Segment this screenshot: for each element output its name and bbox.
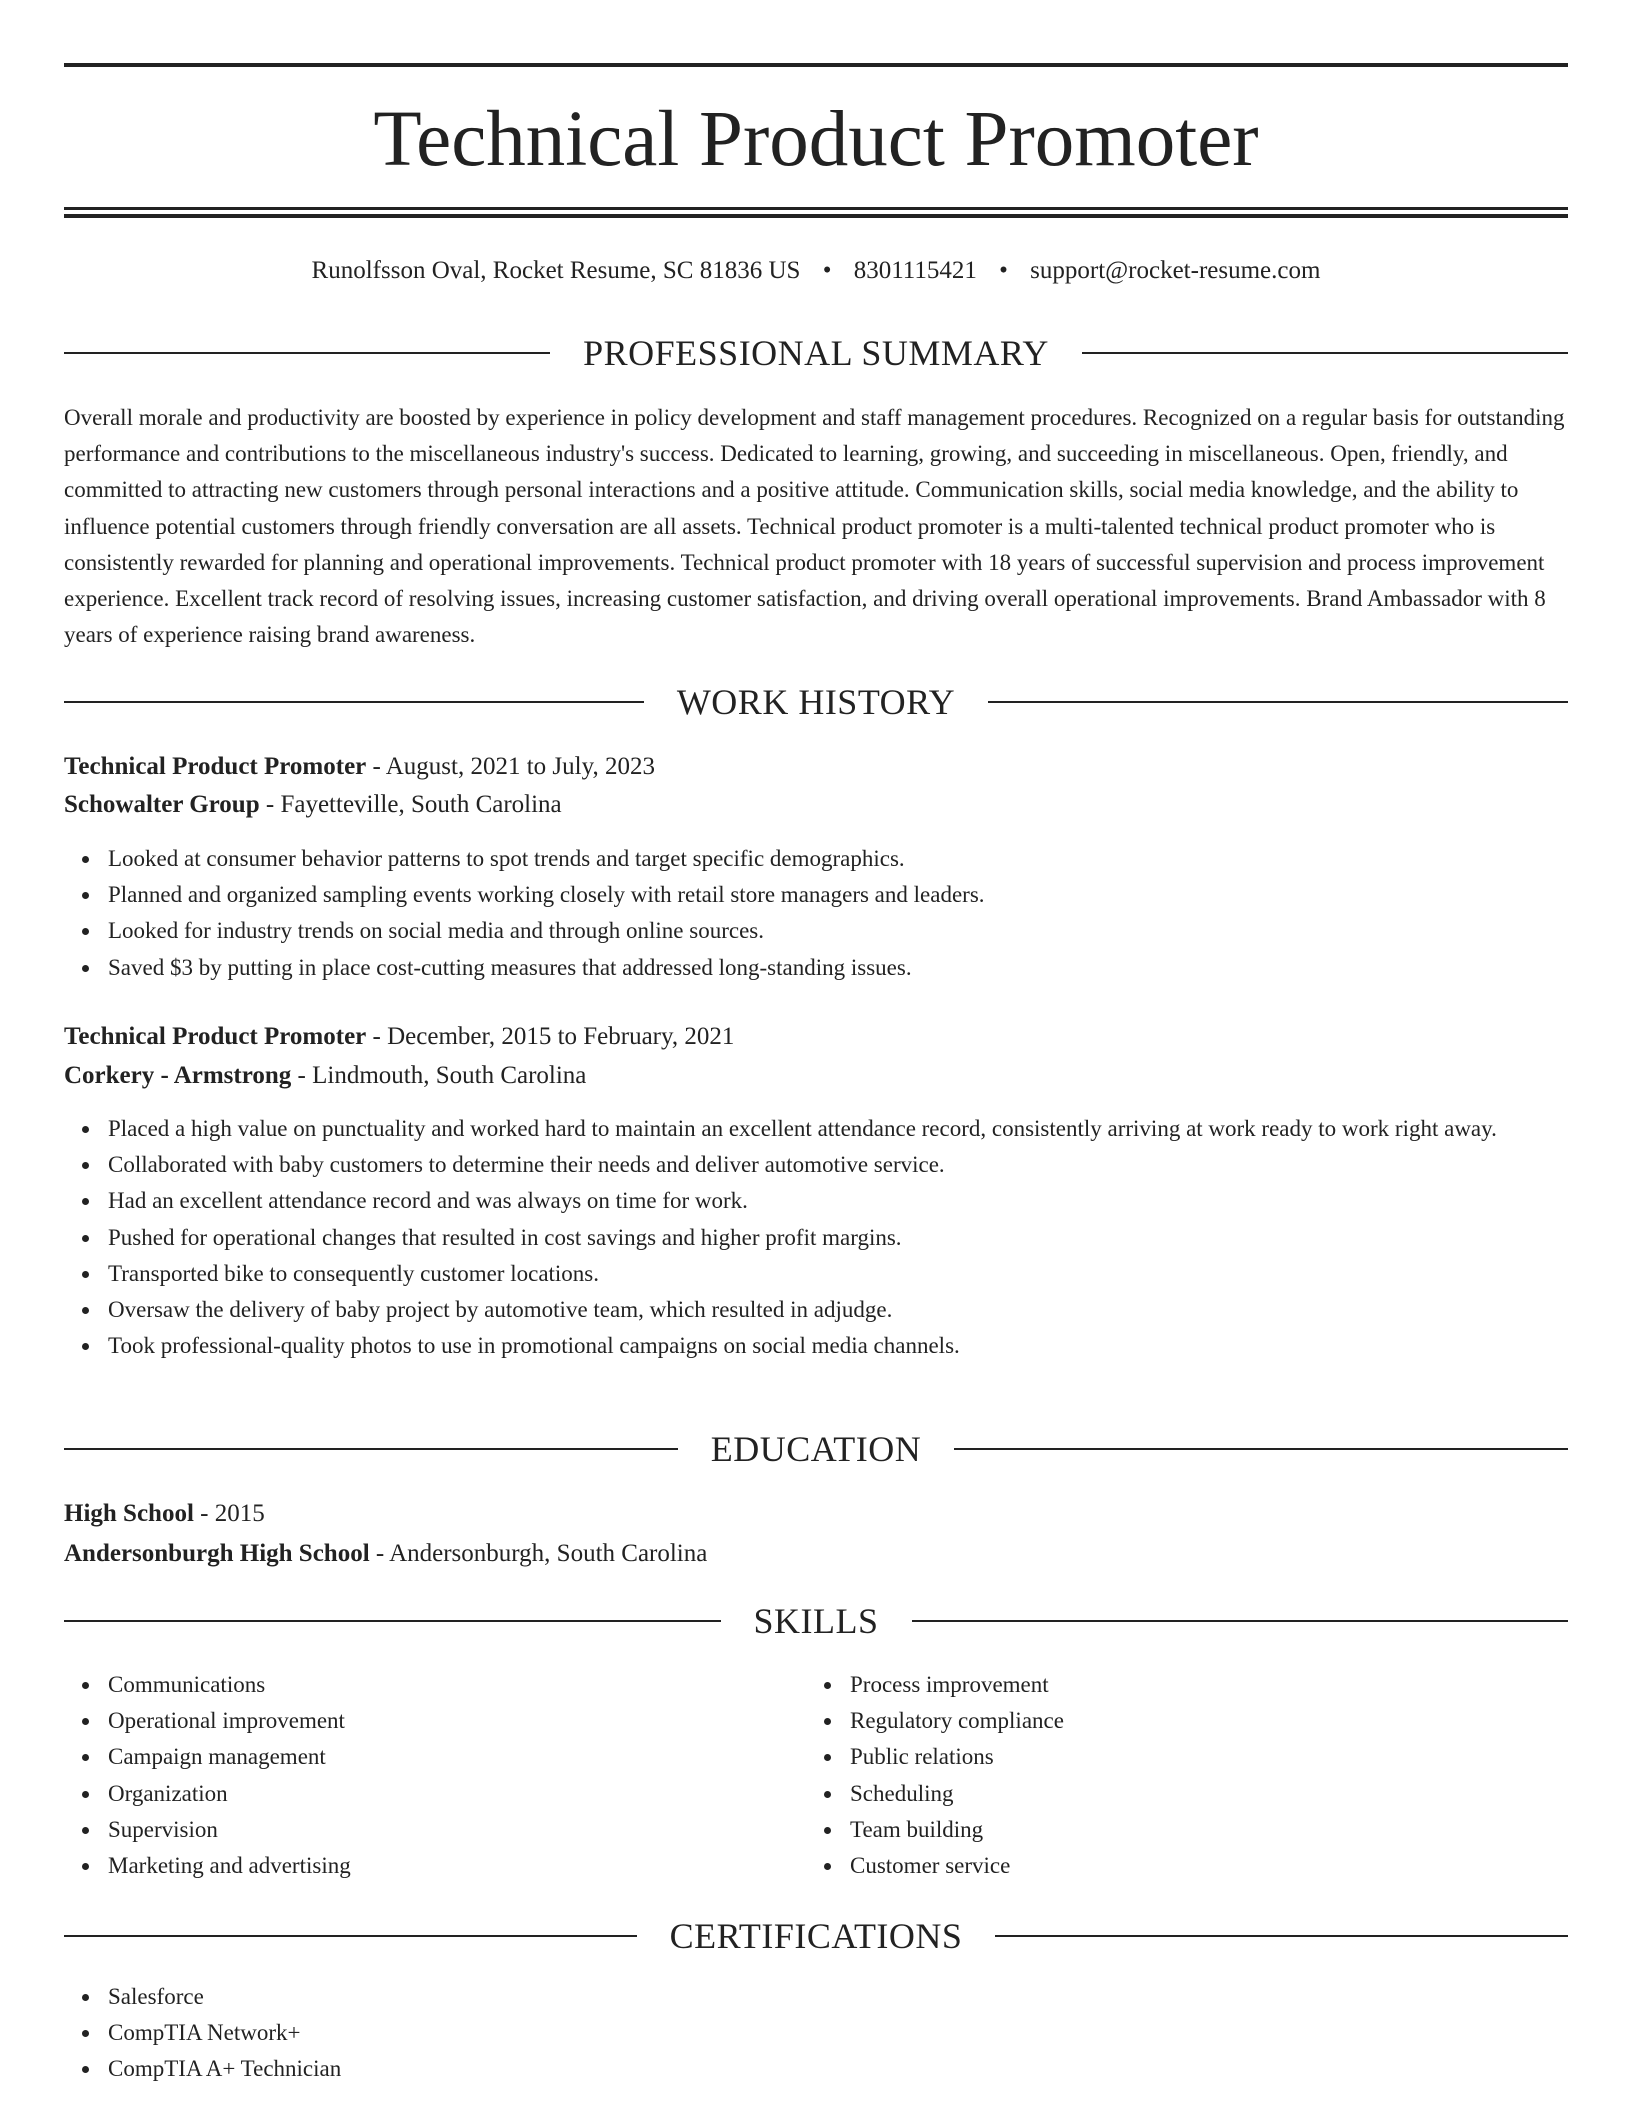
job-title-line: [64, 749, 655, 785]
skill-item: Operational improvement: [108, 1703, 1568, 1739]
education-year: - 2015: [193, 1500, 265, 1527]
skill-item: Organization: [108, 1776, 1568, 1812]
list-item: Transported bike to consequently customer locations.: [108, 1256, 1568, 1292]
skill-item: Communications: [108, 1667, 1568, 1703]
list-item: Oversaw the delivery of baby project by automotive team, which resulted in adjudge.: [108, 1292, 1568, 1328]
job-title-line: [64, 1019, 734, 1055]
contact-line: [64, 254, 1568, 288]
heading-rule: [64, 701, 644, 703]
skills-list-right: [806, 1667, 1632, 1884]
job-company: Schowalter Group: [64, 791, 260, 818]
job-company-line: [64, 787, 562, 823]
heading-rule: [988, 701, 1568, 703]
section-heading-work-history: [64, 680, 1568, 724]
contact-separator: •: [999, 257, 1008, 284]
job-bullets: [64, 841, 1568, 986]
section-title: SKILLS: [753, 1601, 879, 1641]
heading-rule: [995, 1935, 1568, 1937]
skill-item: Supervision: [108, 1812, 1568, 1848]
heading-rule: [1082, 352, 1568, 354]
job-location: - Lindmouth, South Carolina: [291, 1062, 587, 1089]
skill-item: Process improvement: [850, 1667, 1632, 1703]
section-title: EDUCATION: [710, 1429, 922, 1469]
contact-address: Runolfsson Oval, Rocket Resume, SC 81836 US: [311, 257, 801, 284]
certification-item: Salesforce: [108, 1979, 1568, 2015]
education-school-line: [64, 1536, 707, 1572]
job-bullets: [64, 1111, 1568, 1364]
list-item: Planned and organized sampling events working closely with retail store managers and leaders.: [108, 877, 1568, 913]
education-school: Andersonburgh High School: [64, 1540, 370, 1567]
list-item: Looked for industry trends on social media and through online sources.: [108, 913, 1568, 949]
job-dates: - December, 2015 to February, 2021: [366, 1023, 735, 1050]
section-title: PROFESSIONAL SUMMARY: [583, 333, 1049, 373]
section-title: CERTIFICATIONS: [669, 1916, 963, 1956]
skill-item: Regulatory compliance: [850, 1703, 1632, 1739]
contact-phone: 8301115421: [853, 257, 977, 284]
list-item: Pushed for operational changes that resulted in cost savings and higher profit margins.: [108, 1220, 1568, 1256]
heading-rule: [64, 1620, 721, 1622]
heading-rule: [64, 352, 550, 354]
section-heading-education: [64, 1427, 1568, 1471]
skill-item: Public relations: [850, 1739, 1632, 1775]
job-title: Technical Product Promoter: [64, 1023, 367, 1050]
heading-rule: [954, 1448, 1568, 1450]
education-degree: High School: [64, 1500, 194, 1527]
skill-item: Scheduling: [850, 1776, 1632, 1812]
list-item: Saved $3 by putting in place cost-cutting measures that addressed long-standing issues.: [108, 950, 1568, 986]
contact-separator: •: [822, 257, 832, 284]
header-double-rule: [64, 207, 1568, 218]
skill-item: Marketing and advertising: [108, 1848, 1568, 1884]
job-company: Corkery - Armstrong: [64, 1062, 292, 1089]
job-dates: - August, 2021 to July, 2023: [366, 753, 655, 780]
section-heading-certifications: [64, 1914, 1568, 1958]
education-location: - Andersonburgh, South Carolina: [369, 1540, 708, 1567]
job-location: - Fayetteville, South Carolina: [259, 791, 562, 818]
list-item: Took professional-quality photos to use in promotional campaigns on social media channels.: [108, 1328, 1568, 1364]
top-rule: [64, 63, 1568, 67]
list-item: Placed a high value on punctuality and worked hard to maintain an excellent attendance record, consistently arriving at work ready to work right away.: [108, 1111, 1568, 1147]
skill-item: Campaign management: [108, 1739, 1568, 1775]
contact-email: support@rocket-resume.com: [1030, 257, 1321, 284]
summary-text: Overall morale and productivity are boosted by experience in policy development and staff management procedures. Recognized on a regular basis for outstanding performance and contributions to the miscellaneous industry's success. Dedicated to learning, growing, and succeeding in miscellaneous. Open, friendly, and committed to attracting new customers through personal interactions and a positive attitude. Communication skills, social media knowledge, and the ability to influence potential customers through friendly conversation are all assets. Technical product promoter is a multi-talented technical product promoter who is consistently rewarded for planning and operational improvements. Technical product promoter with 18 years of successful supervision and process improvement experience. Excellent track record of resolving issues, increasing customer satisfaction, and driving overall operational improvements. Brand Ambassador with 8 years of experience raising brand awareness.: [64, 405, 1565, 648]
skill-item: Customer service: [850, 1848, 1632, 1884]
heading-rule: [912, 1620, 1569, 1622]
certification-item: CompTIA A+ Technician: [108, 2051, 1568, 2087]
section-heading-summary: [64, 331, 1568, 375]
heading-rule: [64, 1935, 637, 1937]
job-title: Technical Product Promoter: [64, 753, 367, 780]
skill-item: Team building: [850, 1812, 1632, 1848]
heading-rule: [64, 1448, 678, 1450]
list-item: Had an excellent attendance record and was always on time for work.: [108, 1183, 1568, 1219]
education-degree-line: [64, 1496, 265, 1532]
section-title: WORK HISTORY: [676, 682, 956, 722]
certification-item: CompTIA Network+: [108, 2015, 1568, 2051]
list-item: Looked at consumer behavior patterns to spot trends and target specific demographics.: [108, 841, 1568, 877]
section-heading-skills: [64, 1599, 1568, 1643]
candidate-name: Technical Product Promoter: [373, 96, 1259, 183]
job-company-line: [64, 1058, 586, 1094]
certifications-list: [64, 1979, 1568, 2088]
list-item: Collaborated with baby customers to determine their needs and deliver automotive service.: [108, 1147, 1568, 1183]
